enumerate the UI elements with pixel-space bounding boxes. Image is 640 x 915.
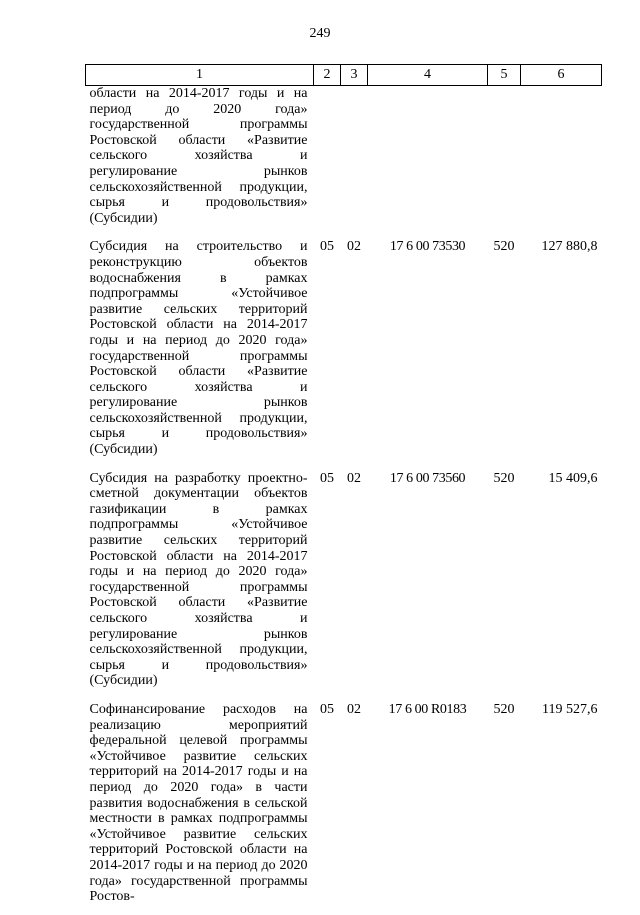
row-description: Субсидия на разработку проектно-сметной документации объектов газификации в рамках подпрограммы «Устойчивое развитие сельских территорий Ростовской области на 2014-2017 годы и на период до 2020 года» государственной программы Ростовской области «Развитие сельского хозяйства и регулирование рынков сельскохозяйственной продукции, сырья и продовольствия» (Субсидии) <box>89 470 308 689</box>
row-subsection <box>341 86 368 237</box>
column-header-1: 1 <box>86 65 314 86</box>
table-row <box>86 86 602 237</box>
row-description: Софинансирование расходов на реализацию мероприятий федеральной целевой программы «Устойчивое развитие сельских территорий на 2014-2017 годы и на период до 2020 года» в части развития водоснабжения в сельской местности в рамках подпрограммы «Устойчивое развитие сельских территорий Ростовской области на 2014-2017 годы и на период до 2020 года» государственной программы Ростов- <box>89 701 308 905</box>
column-header-3: 3 <box>341 65 368 86</box>
row-section <box>314 86 341 237</box>
row-amount: 119 527,6 <box>542 701 598 717</box>
row-subsection: 02 <box>347 470 361 486</box>
table-row <box>86 699 602 915</box>
row-section: 05 <box>320 239 334 255</box>
row-target-code: 17 6 00 R0183 <box>388 701 467 717</box>
row-target-code <box>368 86 488 237</box>
row-section: 05 <box>320 470 334 486</box>
column-header-5: 5 <box>488 65 521 86</box>
page-number: 249 <box>309 26 331 41</box>
row-description: области на 2014-2017 годы и на период до 2020 года» государственной программы Ростовской области «Развитие сельского хозяйства и регулирование рынков сельскохозяйственной продукции, сырья и продовольствия» (Субсидии) <box>89 86 308 226</box>
row-amount: 127 880,8 <box>541 239 598 255</box>
budget-table <box>85 64 602 915</box>
row-target-code: 17 6 00 73530 <box>389 239 466 255</box>
column-header-6: 6 <box>521 65 602 86</box>
row-expense-type <box>488 86 521 237</box>
row-amount <box>521 86 602 237</box>
column-header-4: 4 <box>368 65 488 86</box>
row-subsection: 02 <box>347 701 361 717</box>
row-section: 05 <box>320 701 334 717</box>
table-row <box>86 236 602 467</box>
row-expense-type: 520 <box>493 701 515 717</box>
row-subsection: 02 <box>347 239 361 255</box>
header-row <box>86 65 602 86</box>
column-header-2: 2 <box>314 65 341 86</box>
table-body <box>86 86 602 915</box>
table-header <box>86 65 602 86</box>
row-target-code: 17 6 00 73560 <box>389 470 466 486</box>
row-amount: 15 409,6 <box>548 470 598 486</box>
row-description: Субсидия на строительство и реконструкцию объектов водоснабжения в рамках подпрограммы «Устойчивое развитие сельских территорий Ростовской области на 2014-2017 годы и на период до 2020 года» государственной программы Ростовской области «Развитие сельского хозяйства и регулирование рынков сельскохозяйственной продукции, сырья и продовольствия» (Субсидии) <box>89 239 308 458</box>
row-expense-type: 520 <box>493 239 515 255</box>
table-row <box>86 468 602 699</box>
row-expense-type: 520 <box>493 470 515 486</box>
